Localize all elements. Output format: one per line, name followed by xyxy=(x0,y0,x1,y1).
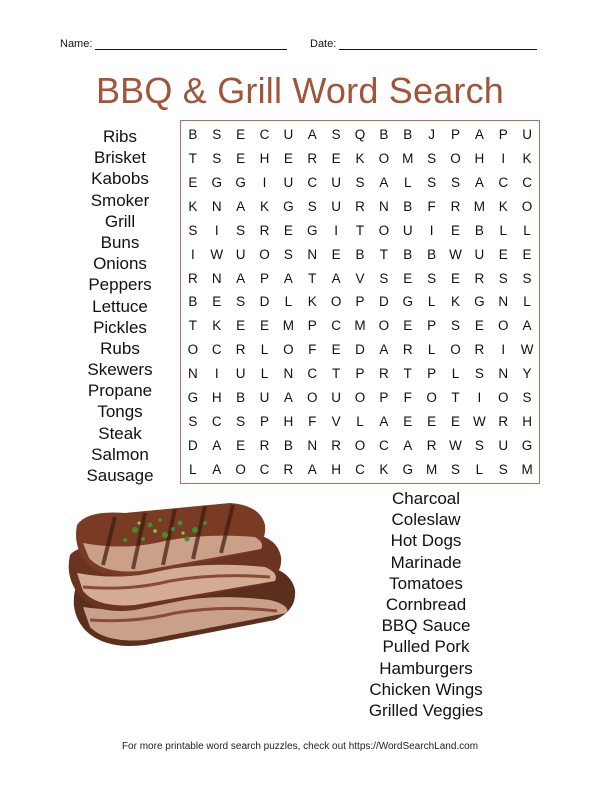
grid-letter[interactable]: C xyxy=(259,461,270,477)
grid-letter[interactable]: E xyxy=(403,270,413,286)
grid-letter[interactable]: E xyxy=(450,413,460,429)
grid-letter[interactable]: A xyxy=(212,461,222,477)
grid-letter[interactable]: S xyxy=(188,222,198,238)
word-item: Grilled Veggies xyxy=(368,700,484,720)
word-item: Hamburgers xyxy=(379,658,473,678)
grid-letter[interactable]: P xyxy=(260,270,270,286)
grid-letter[interactable]: N xyxy=(188,366,198,382)
grid-letter[interactable]: Y xyxy=(522,366,532,382)
grid-letter[interactable]: B xyxy=(188,294,198,310)
grid-letter[interactable]: B xyxy=(283,437,293,453)
grid-letter[interactable]: H xyxy=(259,151,270,167)
grid-letter[interactable]: R xyxy=(474,270,485,286)
word-item: Peppers xyxy=(88,275,152,295)
grid-letter[interactable]: S xyxy=(331,127,341,143)
word-item: Skewers xyxy=(87,360,153,380)
grid-letter[interactable]: F xyxy=(308,342,317,358)
grid-letter[interactable]: C xyxy=(331,318,341,334)
grid-letter[interactable]: S xyxy=(474,366,484,382)
grid-letter[interactable]: D xyxy=(378,294,389,310)
grid-letter[interactable]: R xyxy=(283,461,294,477)
grid-letter[interactable]: T xyxy=(355,222,365,238)
word-item: Cornbread xyxy=(385,594,467,614)
grid-letter[interactable]: K xyxy=(260,199,270,215)
grid-letter[interactable]: A xyxy=(522,318,532,334)
name-line[interactable] xyxy=(95,39,287,50)
word-item: Rubs xyxy=(100,338,140,358)
grid-letter[interactable]: G xyxy=(402,461,413,477)
grid-letter[interactable]: D xyxy=(188,437,198,453)
grid-letter[interactable]: U xyxy=(522,127,532,143)
grid-letter[interactable]: U xyxy=(474,246,485,262)
word-item: Tongs xyxy=(97,402,143,422)
grid-letter[interactable]: S xyxy=(498,270,508,286)
word-item: Smoker xyxy=(90,190,150,210)
word-list-left xyxy=(78,126,162,486)
grid-letter[interactable]: S xyxy=(212,151,222,167)
grid-letter[interactable]: K xyxy=(212,318,222,334)
grid-letter[interactable]: I xyxy=(477,389,482,405)
grid-letter[interactable]: O xyxy=(450,342,461,358)
grid-letter[interactable]: N xyxy=(283,366,294,382)
grid-letter[interactable]: O xyxy=(307,389,318,405)
word-item: Steak xyxy=(98,423,142,443)
word-item: Chicken Wings xyxy=(369,679,483,699)
grid-letter[interactable]: S xyxy=(307,199,317,215)
word-item: Pickles xyxy=(93,317,147,337)
grid-letter[interactable]: S xyxy=(236,222,246,238)
grid-letter[interactable]: L xyxy=(451,366,460,382)
grid-letter[interactable]: U xyxy=(498,437,509,453)
grid-letter[interactable]: F xyxy=(403,389,412,405)
grid-letter[interactable]: N xyxy=(211,199,222,215)
grid-letter[interactable]: S xyxy=(427,151,437,167)
grid-letter[interactable]: P xyxy=(427,366,437,382)
grid-letter[interactable]: G xyxy=(187,389,199,405)
word-item: Kabobs xyxy=(91,169,149,189)
grid-letter[interactable]: H xyxy=(474,151,485,167)
grid-letter[interactable]: L xyxy=(427,342,436,358)
grid-letter[interactable]: U xyxy=(235,246,246,262)
grid-letter[interactable]: A xyxy=(403,437,413,453)
grid-letter[interactable]: L xyxy=(260,342,269,358)
grid-letter[interactable]: U xyxy=(331,199,341,215)
grid-letter[interactable]: T xyxy=(188,318,198,334)
date-line[interactable] xyxy=(339,39,537,50)
word-item: Onions xyxy=(93,254,147,274)
grid-letter[interactable]: R xyxy=(259,222,270,238)
grid-letter[interactable]: F xyxy=(308,413,317,429)
grid-letter[interactable]: B xyxy=(379,127,389,143)
grid-letter[interactable]: R xyxy=(259,437,270,453)
grid-letter[interactable]: E xyxy=(283,222,293,238)
grid-letter[interactable]: G xyxy=(521,437,533,453)
grid-letter[interactable]: E xyxy=(331,342,341,358)
grid-letter[interactable]: L xyxy=(499,222,507,238)
grid-letter[interactable]: A xyxy=(379,175,389,191)
grid-letter[interactable]: P xyxy=(450,127,460,143)
grid-letter[interactable]: A xyxy=(474,175,484,191)
grid-letter[interactable]: C xyxy=(522,175,532,191)
word-item: Ribs xyxy=(102,127,137,146)
grid-letter[interactable]: U xyxy=(283,175,294,191)
grid-letter[interactable]: U xyxy=(259,389,270,405)
grid-letter[interactable]: H xyxy=(522,413,532,429)
grid-letter[interactable]: O xyxy=(378,222,390,238)
word-item: Propane xyxy=(87,381,153,401)
grid-letter[interactable]: S xyxy=(283,246,293,262)
grid-letter[interactable]: K xyxy=(307,294,317,310)
grid-letter[interactable]: E xyxy=(236,151,246,167)
grid-letter[interactable]: R xyxy=(426,437,437,453)
grid-letter[interactable]: N xyxy=(378,199,389,215)
grid-letter[interactable]: U xyxy=(283,127,294,143)
grid-letter[interactable]: C xyxy=(259,127,270,143)
grid-letter[interactable]: O xyxy=(187,342,199,358)
grid-letter[interactable]: K xyxy=(355,151,365,167)
grid-letter[interactable]: L xyxy=(427,294,436,310)
grid-letter[interactable]: E xyxy=(236,127,246,143)
grid-letter[interactable]: O xyxy=(283,342,294,358)
grid-letter[interactable]: S xyxy=(522,270,532,286)
grid-letter[interactable]: P xyxy=(355,366,365,382)
grid-letter[interactable]: A xyxy=(307,127,317,143)
grid-letter[interactable]: A xyxy=(283,270,293,286)
grid-letter[interactable]: S xyxy=(450,318,460,334)
grid-letter[interactable]: S xyxy=(474,437,484,453)
grid-letter[interactable]: M xyxy=(473,199,485,215)
grid-letter[interactable]: M xyxy=(354,318,366,334)
grid-letter[interactable]: C xyxy=(211,342,222,358)
grid-letter[interactable]: Q xyxy=(354,127,366,143)
grid-letter[interactable]: E xyxy=(236,318,246,334)
grid-letter[interactable]: A xyxy=(379,342,389,358)
grid-letter[interactable]: O xyxy=(354,389,366,405)
grid-letter[interactable]: U xyxy=(235,366,246,382)
grid-letter[interactable]: I xyxy=(214,366,219,382)
word-item: Coleslaw xyxy=(391,510,461,530)
grid-letter[interactable]: R xyxy=(474,342,485,358)
grid-letter[interactable]: R xyxy=(331,437,341,453)
grid-letter[interactable]: H xyxy=(283,413,294,429)
grid-letter[interactable]: B xyxy=(236,389,246,405)
grid-letter[interactable]: V xyxy=(331,413,341,429)
grid-letter[interactable]: W xyxy=(449,437,462,453)
grid-letter[interactable]: E xyxy=(450,270,460,286)
grid-letter[interactable]: E xyxy=(212,294,222,310)
grid-letter[interactable]: G xyxy=(283,199,294,215)
grid-letter[interactable]: U xyxy=(402,222,413,238)
grid-letter[interactable]: O xyxy=(235,461,246,477)
grid-letter[interactable]: E xyxy=(474,318,484,334)
grid-letter[interactable]: A xyxy=(283,389,293,405)
grid-letter[interactable]: O xyxy=(450,151,461,167)
grid-letter[interactable]: G xyxy=(402,294,413,310)
grid-letter[interactable]: O xyxy=(497,318,509,334)
grid-letter[interactable]: E xyxy=(188,175,198,191)
grid-letter[interactable]: E xyxy=(450,222,460,238)
grid-letter[interactable]: R xyxy=(498,413,509,429)
grid-letter[interactable]: G xyxy=(235,175,246,191)
grid-letter[interactable]: L xyxy=(260,366,269,382)
grid-letter[interactable]: H xyxy=(331,461,341,477)
grid-letter[interactable]: I xyxy=(429,222,434,238)
grid-letter[interactable]: L xyxy=(189,461,197,477)
grid-letter[interactable]: U xyxy=(331,389,341,405)
grid-letter[interactable]: M xyxy=(282,318,295,334)
grid-letter[interactable]: E xyxy=(331,246,341,262)
grid-letter[interactable]: L xyxy=(475,461,484,477)
grid-letter[interactable]: R xyxy=(402,342,413,358)
grid-letter[interactable]: O xyxy=(330,294,342,310)
grid-letter[interactable]: P xyxy=(355,294,365,310)
grid-letter[interactable]: M xyxy=(425,461,438,477)
grid-letter[interactable]: J xyxy=(428,127,435,143)
grid-letter[interactable]: T xyxy=(308,270,317,286)
grid-letter[interactable]: B xyxy=(188,127,198,143)
grid-letter[interactable]: O xyxy=(378,318,390,334)
grid-letter[interactable]: P xyxy=(307,318,317,334)
grid-letter[interactable]: O xyxy=(259,246,270,262)
grid-letter[interactable]: E xyxy=(236,437,246,453)
grilled-meat-icon xyxy=(55,495,305,665)
grid-letter[interactable]: C xyxy=(378,437,389,453)
word-item: Sausage xyxy=(86,466,154,485)
letter-grid xyxy=(180,120,540,484)
grid-letter[interactable]: W xyxy=(520,342,534,358)
word-item: Brisket xyxy=(94,148,146,168)
grid-letter[interactable]: A xyxy=(474,127,484,143)
grid-letter[interactable]: T xyxy=(188,151,198,167)
grid-letter[interactable]: S xyxy=(379,270,389,286)
grid-letter[interactable]: C xyxy=(307,175,318,191)
grid-letter[interactable]: S xyxy=(427,270,437,286)
grid-letter[interactable]: C xyxy=(307,366,318,382)
grid-letter[interactable]: A xyxy=(307,461,317,477)
grid-letter[interactable]: L xyxy=(356,413,364,429)
word-item: Marinade xyxy=(390,552,462,572)
grid-letter[interactable]: G xyxy=(307,222,318,238)
grid-letter[interactable]: T xyxy=(379,246,388,262)
grid-letter[interactable]: A xyxy=(331,270,341,286)
grid-letter[interactable]: S xyxy=(212,127,222,143)
grid-letter[interactable]: O xyxy=(521,199,533,215)
grid-letter[interactable]: T xyxy=(451,389,460,405)
grid-letter[interactable]: S xyxy=(355,175,365,191)
grid-letter[interactable]: D xyxy=(259,294,270,310)
grid-letter[interactable]: I xyxy=(501,151,506,167)
grid-letter[interactable]: E xyxy=(331,151,341,167)
grid-letter[interactable]: L xyxy=(523,294,531,310)
grid-letter[interactable]: H xyxy=(211,389,222,405)
grid-letter[interactable]: C xyxy=(498,175,509,191)
grid-letter[interactable]: T xyxy=(332,366,341,382)
word-item: Lettuce xyxy=(92,296,148,316)
page-title: BBQ & Grill Word Search xyxy=(95,70,505,111)
name-label: Name: xyxy=(60,38,93,50)
grid-letter[interactable]: R xyxy=(355,199,365,215)
word-item: Grill xyxy=(104,211,136,231)
grid-letter[interactable]: W xyxy=(472,413,486,429)
grid-letter[interactable]: K xyxy=(188,199,198,215)
grid-letter[interactable]: E xyxy=(403,413,413,429)
grid-letter[interactable]: N xyxy=(307,246,318,262)
word-list-right xyxy=(356,488,496,721)
grid-letter[interactable]: G xyxy=(474,294,485,310)
grid-letter[interactable]: E xyxy=(260,318,270,334)
grid-letter[interactable]: E xyxy=(498,246,508,262)
grid-letter[interactable]: G xyxy=(211,175,223,191)
grid-letter[interactable]: R xyxy=(450,199,461,215)
grid-letter[interactable]: S xyxy=(450,461,460,477)
grid-letter[interactable]: S xyxy=(188,413,198,429)
grid-letter[interactable]: V xyxy=(355,270,365,286)
grid-letter[interactable]: S xyxy=(236,294,246,310)
grid-letter[interactable]: E xyxy=(283,151,293,167)
word-item: BBQ Sauce xyxy=(381,616,471,636)
grid-letter[interactable]: I xyxy=(214,222,219,238)
grid-letter[interactable]: R xyxy=(188,270,198,286)
date-label: Date: xyxy=(310,38,337,50)
grid-letter[interactable]: F xyxy=(427,199,436,215)
grid-letter[interactable]: S xyxy=(427,175,437,191)
name-field xyxy=(60,38,287,50)
grid-letter[interactable]: E xyxy=(403,318,413,334)
grid-letter[interactable]: K xyxy=(450,294,460,310)
grid-letter[interactable]: N xyxy=(498,294,509,310)
grid-letter[interactable]: B xyxy=(355,246,365,262)
grid-letter[interactable]: T xyxy=(403,366,412,382)
grid-letter[interactable]: A xyxy=(236,270,246,286)
grid-letter[interactable]: K xyxy=(379,461,389,477)
grid-letter[interactable]: R xyxy=(307,151,318,167)
grid-letter[interactable]: S xyxy=(498,461,508,477)
grid-letter[interactable]: K xyxy=(522,151,532,167)
grid-letter[interactable]: A xyxy=(379,413,389,429)
grid-letter[interactable]: E xyxy=(522,246,532,262)
grid-letter[interactable]: A xyxy=(236,199,246,215)
word-item: Tomatoes xyxy=(389,573,463,593)
grid-letter[interactable]: P xyxy=(427,318,437,334)
word-item: Salmon xyxy=(91,444,149,464)
grid-letter[interactable]: M xyxy=(402,151,414,167)
grid-letter[interactable]: I xyxy=(501,342,506,358)
grid-letter[interactable]: C xyxy=(211,413,222,429)
word-item: Pulled Pork xyxy=(382,637,470,657)
grid-letter[interactable]: L xyxy=(284,294,293,310)
grid-letter[interactable]: E xyxy=(427,413,437,429)
grid-letter[interactable]: I xyxy=(191,246,195,262)
grid-letter[interactable]: P xyxy=(498,127,508,143)
grid-letter[interactable]: N xyxy=(307,437,318,453)
grid-letter[interactable]: M xyxy=(521,461,533,477)
word-item: Hot Dogs xyxy=(390,531,462,551)
grid-letter[interactable]: C xyxy=(355,461,365,477)
grid-letter[interactable]: S xyxy=(236,413,246,429)
word-item: Buns xyxy=(100,232,140,252)
footer-text: For more printable word search puzzles, check out https://WordSearchLand.com xyxy=(121,741,479,752)
grid-letter[interactable]: R xyxy=(378,366,389,382)
grid-letter[interactable]: P xyxy=(260,413,270,429)
grid-letter[interactable]: S xyxy=(522,389,532,405)
grid-letter[interactable]: B xyxy=(403,199,413,215)
grid-letter[interactable]: P xyxy=(379,389,389,405)
grid-letter[interactable]: B xyxy=(403,127,413,143)
grid-letter[interactable]: K xyxy=(498,199,508,215)
grid-letter[interactable]: S xyxy=(450,175,460,191)
grid-letter[interactable]: B xyxy=(474,222,484,238)
date-field xyxy=(310,38,537,50)
grid-letter[interactable]: O xyxy=(378,151,390,167)
grid-letter[interactable]: B xyxy=(403,246,413,262)
grid-letter[interactable]: N xyxy=(211,270,222,286)
grid-letter[interactable]: N xyxy=(498,366,509,382)
grid-letter[interactable]: A xyxy=(212,437,222,453)
grid-letter[interactable]: I xyxy=(334,222,338,238)
grid-letter[interactable]: O xyxy=(497,389,509,405)
grid-letter[interactable]: U xyxy=(331,175,341,191)
grid-letter[interactable]: R xyxy=(235,342,246,358)
grid-letter[interactable]: B xyxy=(427,246,437,262)
word-item: Charcoal xyxy=(391,489,461,508)
grid-letter[interactable]: L xyxy=(403,175,412,191)
grid-letter[interactable]: O xyxy=(426,389,437,405)
grid-letter[interactable]: L xyxy=(523,222,531,238)
grid-letter[interactable]: W xyxy=(210,246,224,262)
grid-letter[interactable]: D xyxy=(355,342,365,358)
grid-letter[interactable]: O xyxy=(354,437,366,453)
grid-letter[interactable]: I xyxy=(262,175,267,191)
grid-letter[interactable]: W xyxy=(449,246,462,262)
